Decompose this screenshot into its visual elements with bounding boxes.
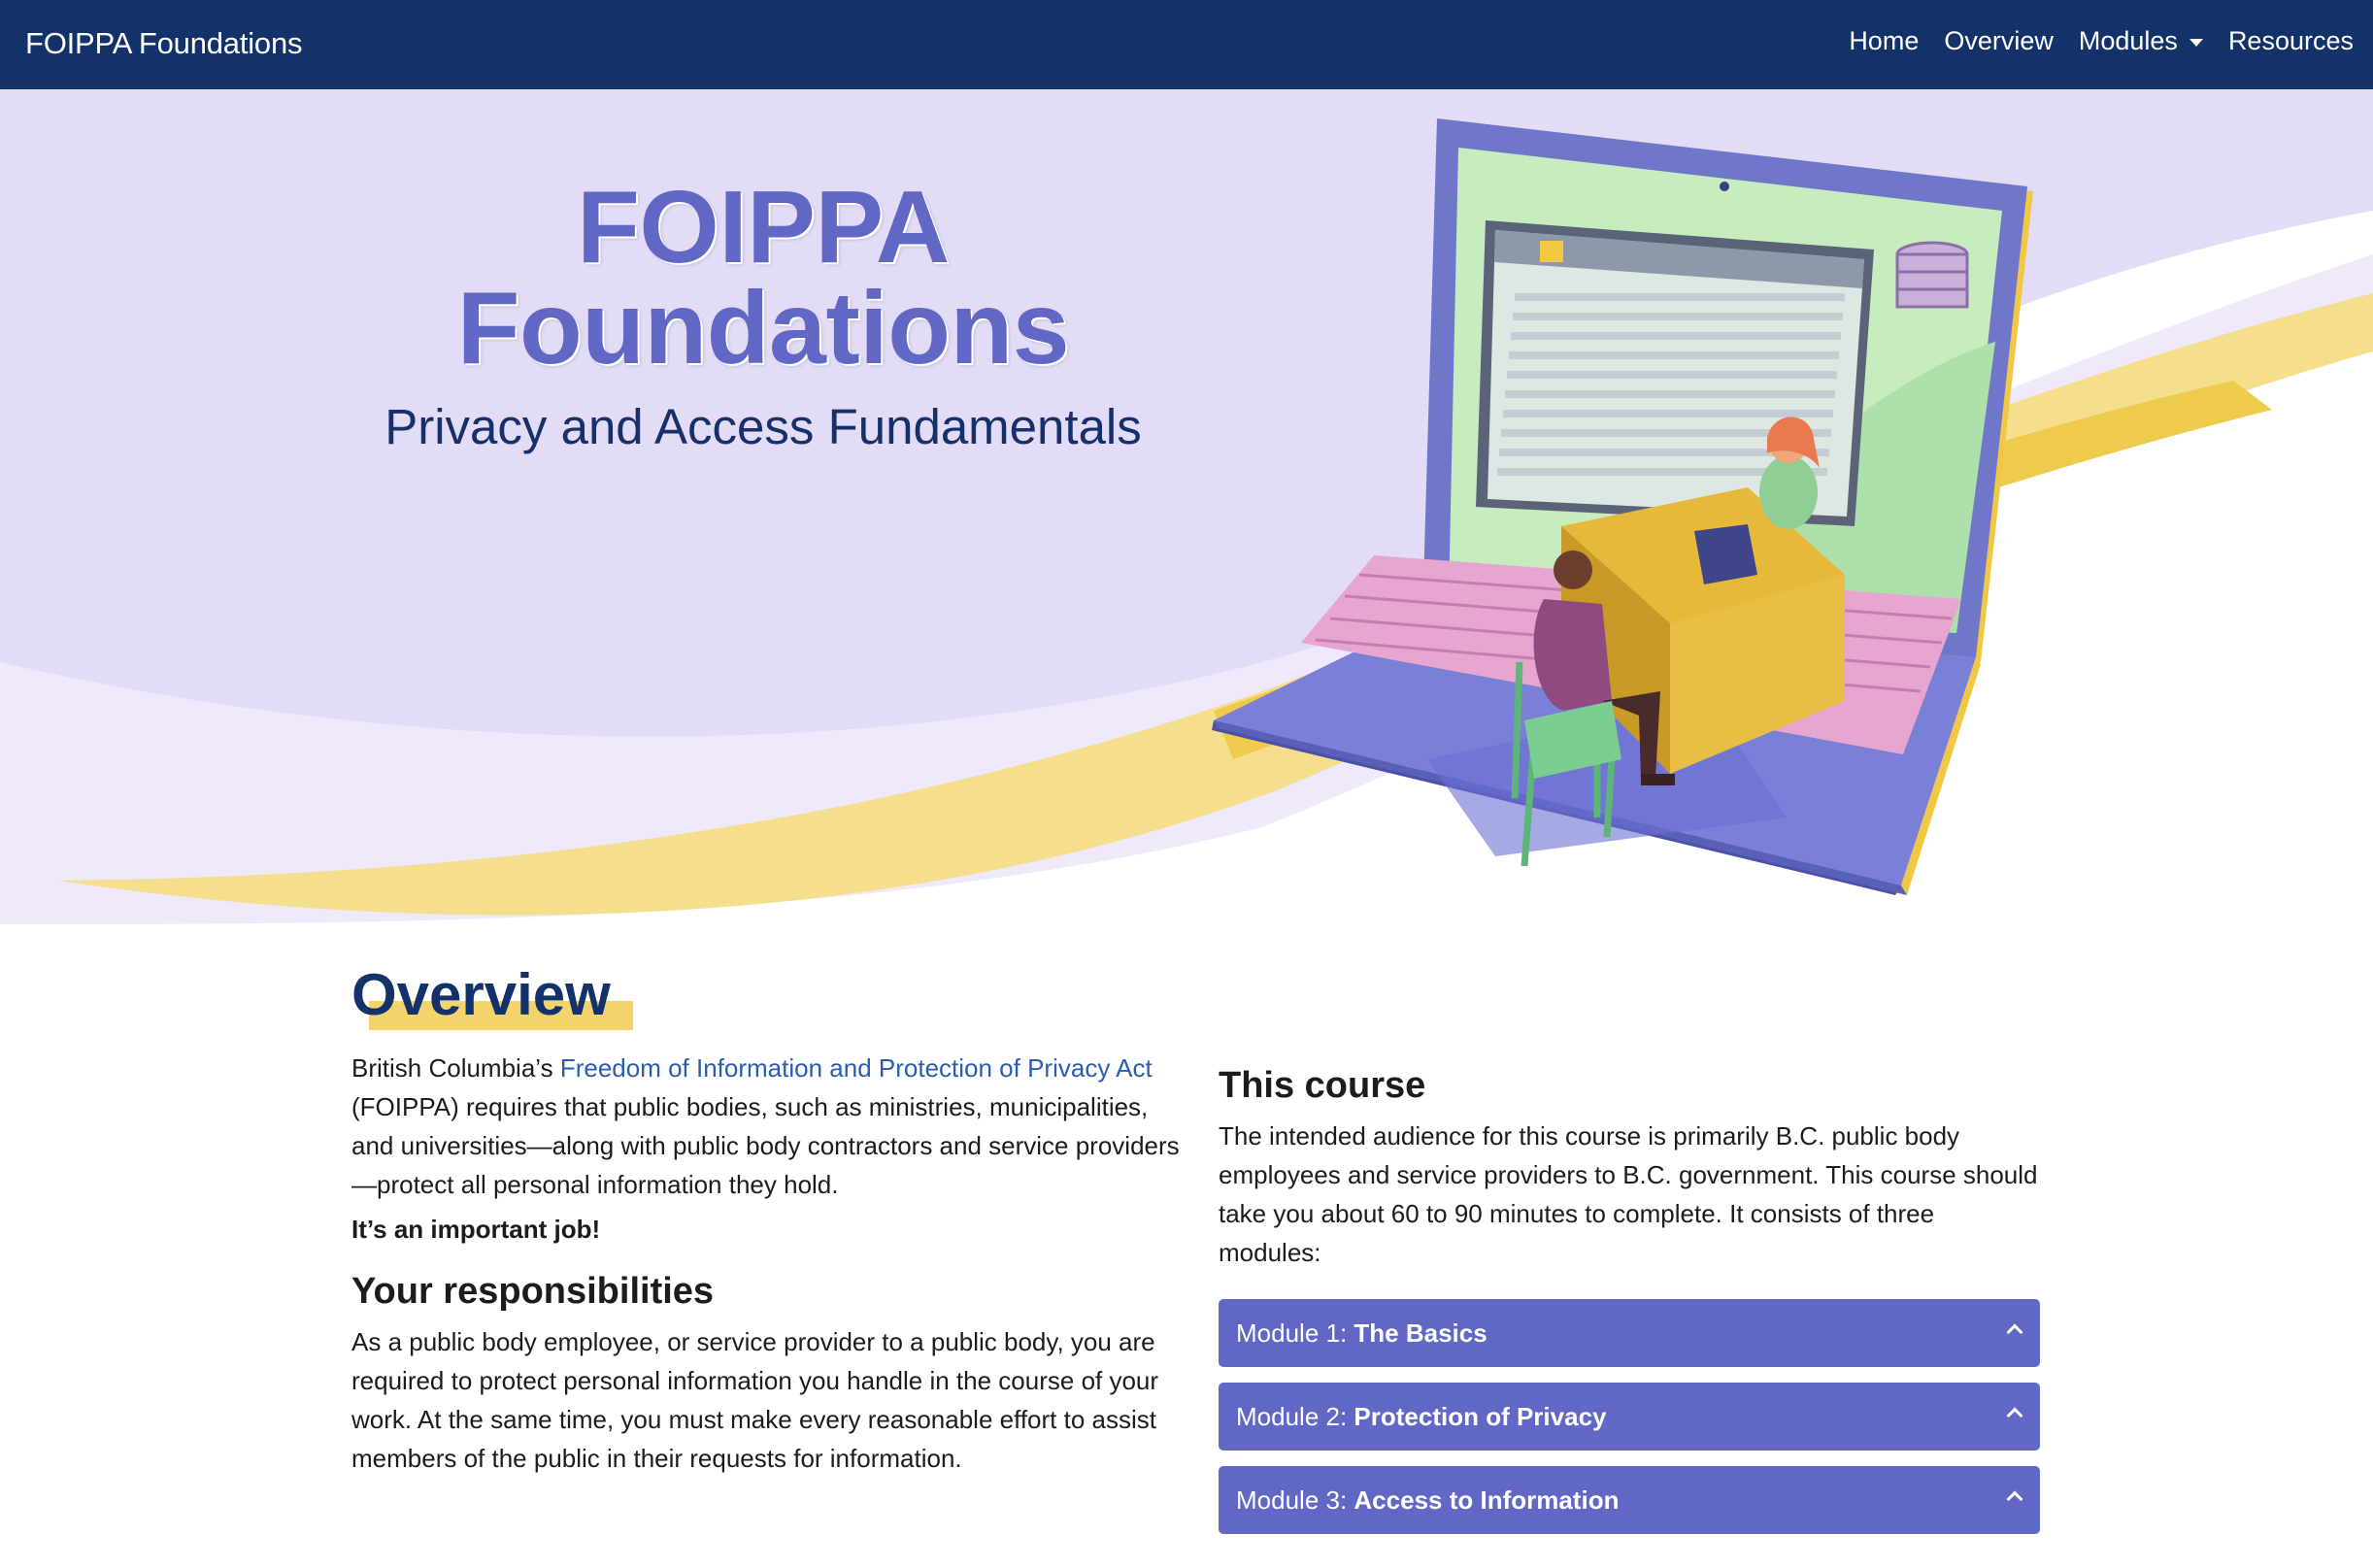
brand-link[interactable]: FOIPPA Foundations: [25, 26, 303, 60]
course-right-column: [1219, 1049, 2042, 1534]
chevron-up-icon: [2007, 1324, 2023, 1341]
overview-left-column: [351, 1049, 1186, 1478]
chevron-up-icon: [2007, 1491, 2023, 1508]
module-2-prefix: Module 2:: [1236, 1402, 1354, 1431]
nav-overview-link[interactable]: Overview: [1944, 26, 2054, 55]
chevron-up-icon: [2007, 1408, 2023, 1424]
module-1-accordion[interactable]: [1219, 1299, 2040, 1367]
overview-heading: Overview: [351, 962, 611, 1027]
module-2-accordion[interactable]: [1219, 1383, 2040, 1451]
course-paragraph: The intended audience for this course is primarily B.C. public body employees and service providers to B.C. government. This course should take you about 60 to 90 minutes to complete. It consists of three modules:: [1219, 1121, 2038, 1267]
hero-banner: [0, 89, 2373, 924]
module-1-title: The Basics: [1354, 1318, 1487, 1348]
foippa-act-link[interactable]: Freedom of Information and Protection of Privacy Act: [559, 1053, 1153, 1083]
hero-title: [278, 170, 1249, 385]
laptop-meeting-illustration: [1204, 118, 2058, 915]
top-navbar: [0, 0, 2373, 89]
nav-modules-label: Modules: [2078, 26, 2178, 55]
intro-paragraph: [351, 1049, 1186, 1204]
hero-subtitle: Privacy and Access Fundamentals: [384, 399, 1142, 454]
emphasis-text: It’s an important job!: [351, 1215, 601, 1244]
module-3-title: Access to Information: [1354, 1485, 1620, 1515]
course-heading: This course: [1219, 1065, 1426, 1106]
responsibilities-heading: Your responsibilities: [351, 1271, 715, 1312]
nav-modules-dropdown[interactable]: [2079, 26, 2203, 56]
module-3-accordion[interactable]: [1219, 1466, 2040, 1534]
nav-links: [1849, 26, 2354, 56]
nav-home-link[interactable]: Home: [1849, 26, 1920, 55]
intro-suffix: (FOIPPA) requires that public bodies, such as ministries, municipalities, and universities—along with public body contractors and service providers—protect all personal information they hold.: [351, 1092, 1180, 1199]
hero-title-line2: Foundations: [456, 271, 1070, 385]
module-1-prefix: Module 1:: [1236, 1318, 1354, 1348]
responsibilities-paragraph: As a public body employee, or service provider to a public body, you are required to protect personal information you handle in the course of your work. At the same time, you must make every reasonable effort to assist members of the public in their requests for information.: [351, 1327, 1159, 1473]
hero-title-line1: FOIPPA: [577, 170, 950, 284]
module-2-title: Protection of Privacy: [1354, 1402, 1607, 1431]
database-icon: [1897, 243, 1967, 307]
caret-down-icon: [2189, 39, 2203, 47]
nav-resources-link[interactable]: Resources: [2227, 26, 2354, 55]
intro-prefix: British Columbia’s: [351, 1053, 560, 1083]
module-3-prefix: Module 3:: [1236, 1485, 1354, 1515]
